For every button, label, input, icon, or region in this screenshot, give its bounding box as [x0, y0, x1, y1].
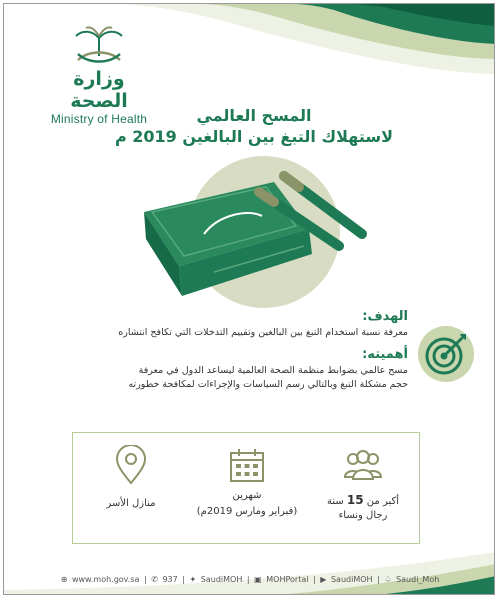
- title-line-1: المسح العالمي: [196, 106, 312, 125]
- footer-separator: |: [313, 575, 316, 584]
- importance-heading: أهميته:: [362, 347, 408, 362]
- importance-line-1: مسح عالمي بضوابط منظمة الصحة العالمية ليساعد الدول في معرفة: [138, 365, 408, 376]
- place-line-1: منازل الأسر: [106, 498, 156, 509]
- footer-separator: |: [377, 575, 380, 584]
- footer-separator: |: [182, 575, 185, 584]
- tobacco-pack-cigarettes-illustration: [134, 154, 374, 314]
- target-icon: [416, 324, 476, 384]
- importance-line-2: حجم مشكلة التبغ وبالتالي رسم السياسات والإجراءات لمكافحة خطورته: [128, 379, 408, 390]
- age-prefix: أكبر من: [366, 496, 400, 507]
- goal-section: [68, 308, 408, 340]
- age-line-2: رجال ونساء: [338, 510, 388, 521]
- info-item-duration: [189, 433, 305, 545]
- twitter-handle[interactable]: SaudiMOH: [200, 575, 243, 584]
- portal-handle[interactable]: MOHPortal: [266, 575, 309, 584]
- phone-number[interactable]: 937: [162, 575, 178, 584]
- calendar-icon: [227, 445, 267, 485]
- website-link[interactable]: www.moh.gov.sa: [71, 575, 140, 584]
- page-title: [64, 106, 444, 148]
- logo-arabic-name: وزارة الصحة: [70, 68, 128, 112]
- twitter-icon: ✦: [189, 575, 197, 584]
- duration-line-1: شهرين: [232, 490, 262, 501]
- info-item-age: [305, 433, 421, 545]
- info-item-place: [73, 433, 189, 545]
- location-pin-icon: [111, 445, 151, 485]
- title-line-2: لاستهلاك التبغ بين البالغين 2019 م: [114, 127, 394, 146]
- age-line-1: [307, 493, 419, 509]
- youtube-icon: ▶: [320, 575, 327, 584]
- footer-separator: |: [246, 575, 250, 584]
- duration-line-2: (فبراير ومارس 2019م): [196, 506, 298, 517]
- logo-english-name: Ministry of Health: [50, 112, 148, 126]
- snapchat-handle[interactable]: Saudi_Moh: [396, 575, 440, 584]
- survey-info-box: [72, 432, 420, 544]
- infographic-frame: [3, 3, 495, 595]
- palm-swords-emblem-icon: [64, 26, 134, 66]
- phone-icon: ✆: [151, 575, 158, 584]
- goal-heading: الهدف:: [362, 309, 408, 324]
- goal-text: معرفة نسبة استخدام التبغ بين البالغين وتقييم التدخلات التي تكافح انتشاره: [118, 327, 408, 338]
- youtube-handle[interactable]: SaudiMOH: [330, 575, 373, 584]
- footer-contacts: [4, 572, 495, 588]
- globe-icon: ⊕: [60, 575, 68, 584]
- age-suffix: سنة: [326, 496, 344, 507]
- footer-separator: |: [143, 575, 147, 584]
- moh-logo: [44, 26, 154, 126]
- importance-section: [68, 346, 408, 392]
- portal-icon: ▣: [254, 575, 262, 584]
- people-group-icon: [343, 445, 383, 485]
- age-number: 15: [346, 493, 364, 507]
- snapchat-icon: ♤: [384, 575, 392, 584]
